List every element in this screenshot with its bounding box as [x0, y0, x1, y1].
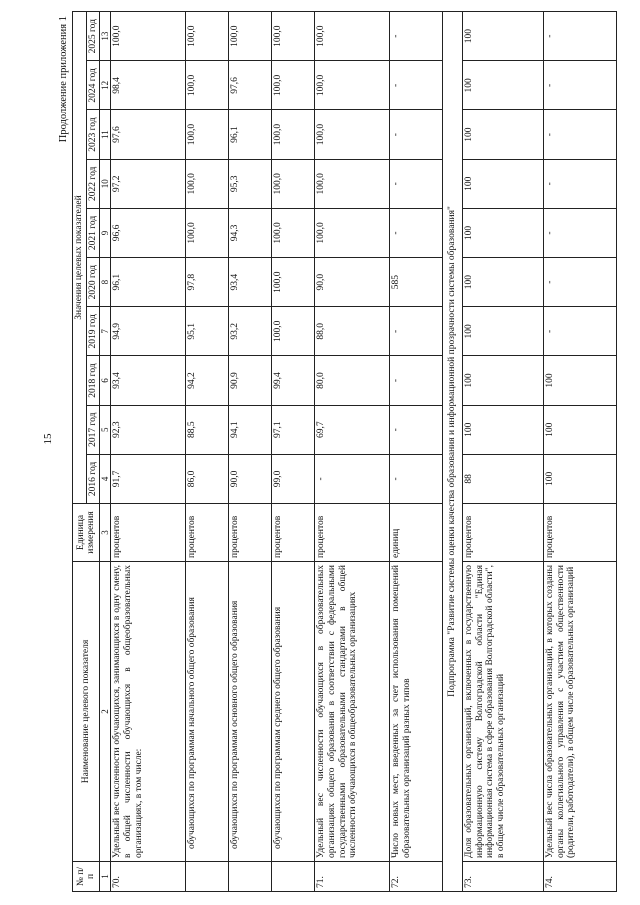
- value-cell: 90,0: [315, 258, 390, 307]
- value-cell: 100,0: [272, 307, 315, 356]
- header-year: 2022 год: [86, 159, 100, 208]
- value-cell: 585: [390, 258, 443, 307]
- unit: процентов: [315, 504, 390, 562]
- column-number: 3: [100, 504, 111, 562]
- column-number: 7: [100, 307, 111, 356]
- value-cell: -: [543, 110, 616, 159]
- indicator-row: [390, 12, 443, 892]
- header-num: № п/п: [73, 862, 100, 892]
- value-cell: 100,0: [111, 12, 186, 61]
- value-cell: 100,0: [186, 12, 229, 61]
- header-year: 2016 год: [86, 454, 100, 503]
- indicator-row: [186, 12, 229, 892]
- column-number: 6: [100, 356, 111, 405]
- value-cell: 96,1: [111, 258, 186, 307]
- value-cell: 97,6: [111, 110, 186, 159]
- indicator-row: [315, 12, 390, 892]
- column-number: 1: [100, 862, 111, 892]
- subprogram-heading: Подпрограмма "Развитие системы оценки качества образования и информационной прозрачности системы образования": [443, 12, 463, 892]
- indicator-name: Удельный вес числа образовательных организаций, в которых созданы органы коллегиального управления с участием общественности (родители, работодатели), в общем числе образовательных организаций: [543, 562, 616, 862]
- value-cell: -: [390, 12, 443, 61]
- value-cell: -: [543, 258, 616, 307]
- value-cell: -: [390, 110, 443, 159]
- value-cell: 100,0: [272, 12, 315, 61]
- value-cell: -: [390, 61, 443, 110]
- indicator-row: [462, 12, 543, 892]
- header-year: 2018 год: [86, 356, 100, 405]
- page-number: 15: [42, 433, 54, 445]
- indicator-name: обучающихся по программам основного общего образования: [229, 562, 272, 862]
- value-cell: 91,7: [111, 454, 186, 503]
- column-number: 4: [100, 454, 111, 503]
- indicator-name: Удельный вес численности обучающихся в образовательных организациях общего образования в соответствии с федеральными государственными образовательными стандартами в общей численности обучающихся в общеобразовательных организациях: [315, 562, 390, 862]
- value-cell: 100: [543, 356, 616, 405]
- value-cell: 88,5: [186, 405, 229, 454]
- value-cell: -: [390, 307, 443, 356]
- value-cell: 100: [462, 12, 543, 61]
- value-cell: -: [390, 356, 443, 405]
- unit: единиц: [390, 504, 443, 562]
- header-year: 2020 год: [86, 258, 100, 307]
- value-cell: 93,2: [229, 307, 272, 356]
- value-cell: 100,0: [315, 61, 390, 110]
- value-cell: 99,4: [272, 356, 315, 405]
- value-cell: 88: [462, 454, 543, 503]
- value-cell: 100: [462, 258, 543, 307]
- column-number: 5: [100, 405, 111, 454]
- row-number: [186, 862, 229, 892]
- value-cell: 100: [543, 405, 616, 454]
- row-number: [229, 862, 272, 892]
- value-cell: -: [543, 208, 616, 257]
- header-year: 2017 год: [86, 405, 100, 454]
- value-cell: 88,0: [315, 307, 390, 356]
- row-number: 72.: [390, 862, 443, 892]
- indicator-name: обучающихся по программам начального общего образования: [186, 562, 229, 862]
- header-unit: Единица измерения: [73, 504, 100, 562]
- value-cell: 93,4: [229, 258, 272, 307]
- indicators-table: [72, 11, 617, 892]
- value-cell: -: [315, 454, 390, 503]
- subprogram-row: [443, 12, 463, 892]
- value-cell: 100,0: [315, 208, 390, 257]
- value-cell: -: [543, 159, 616, 208]
- value-cell: 93,4: [111, 356, 186, 405]
- unit: процентов: [111, 504, 186, 562]
- value-cell: 94,2: [186, 356, 229, 405]
- value-cell: 94,9: [111, 307, 186, 356]
- value-cell: 98,4: [111, 61, 186, 110]
- unit: процентов: [462, 504, 543, 562]
- value-cell: 92,3: [111, 405, 186, 454]
- value-cell: 100,0: [315, 110, 390, 159]
- value-cell: 100,0: [272, 208, 315, 257]
- value-cell: 100,0: [315, 159, 390, 208]
- row-number: [272, 862, 315, 892]
- value-cell: 100: [462, 307, 543, 356]
- value-cell: 97,1: [272, 405, 315, 454]
- row-number: 71.: [315, 862, 390, 892]
- indicator-row: [272, 12, 315, 892]
- indicator-row: [229, 12, 272, 892]
- column-number: 10: [100, 159, 111, 208]
- value-cell: 100,0: [229, 12, 272, 61]
- value-cell: -: [390, 159, 443, 208]
- value-cell: 96,6: [111, 208, 186, 257]
- unit: процентов: [186, 504, 229, 562]
- value-cell: 80,0: [315, 356, 390, 405]
- value-cell: 100,0: [272, 110, 315, 159]
- value-cell: 100: [462, 159, 543, 208]
- value-cell: 100: [462, 61, 543, 110]
- value-cell: 100,0: [272, 159, 315, 208]
- value-cell: 97,2: [111, 159, 186, 208]
- value-cell: 100,0: [186, 208, 229, 257]
- value-cell: 96,1: [229, 110, 272, 159]
- value-cell: 95,1: [186, 307, 229, 356]
- indicator-name: Число новых мест, введенных за счет использования помещений образовательных организаций разных типов: [390, 562, 443, 862]
- value-cell: -: [543, 61, 616, 110]
- header-year: 2021 год: [86, 208, 100, 257]
- row-number: 70.: [111, 862, 186, 892]
- value-cell: 100: [462, 110, 543, 159]
- row-number: 74.: [543, 862, 616, 892]
- value-cell: 95,3: [229, 159, 272, 208]
- column-number: 13: [100, 12, 111, 61]
- value-cell: 94,1: [229, 405, 272, 454]
- indicator-row: [111, 12, 186, 892]
- rotated-page: [58, 12, 618, 892]
- unit: процентов: [272, 504, 315, 562]
- value-cell: -: [390, 454, 443, 503]
- value-cell: 100: [462, 405, 543, 454]
- header-year: 2025 год: [86, 12, 100, 61]
- column-number: 11: [100, 110, 111, 159]
- unit: процентов: [543, 504, 616, 562]
- value-cell: 69,7: [315, 405, 390, 454]
- header-year: 2019 год: [86, 307, 100, 356]
- header-values-group: Значения целевых показателей: [73, 12, 87, 504]
- value-cell: 100,0: [272, 258, 315, 307]
- column-number: 8: [100, 258, 111, 307]
- value-cell: 99,0: [272, 454, 315, 503]
- header-name: Наименование целевого показателя: [73, 562, 100, 862]
- value-cell: 100: [543, 454, 616, 503]
- column-number: 12: [100, 61, 111, 110]
- row-number: 73.: [462, 862, 543, 892]
- value-cell: 100,0: [272, 61, 315, 110]
- indicator-row: [543, 12, 616, 892]
- value-cell: 86,0: [186, 454, 229, 503]
- value-cell: 97,8: [186, 258, 229, 307]
- value-cell: 100,0: [315, 12, 390, 61]
- value-cell: -: [390, 208, 443, 257]
- value-cell: -: [543, 307, 616, 356]
- value-cell: -: [543, 12, 616, 61]
- value-cell: 100,0: [186, 110, 229, 159]
- indicator-name: Удельный вес численности обучающихся, занимающихся в одну смену, в общей численности обучающихся в общеобразовательных организациях, в том числе:: [111, 562, 186, 862]
- indicator-name: обучающихся по программам среднего общего образования: [272, 562, 315, 862]
- value-cell: 94,3: [229, 208, 272, 257]
- value-cell: 90,9: [229, 356, 272, 405]
- value-cell: 97,6: [229, 61, 272, 110]
- value-cell: 90,0: [229, 454, 272, 503]
- value-cell: 100: [462, 208, 543, 257]
- value-cell: 100,0: [186, 61, 229, 110]
- unit: процентов: [229, 504, 272, 562]
- column-number: 2: [100, 562, 111, 862]
- column-number: 9: [100, 208, 111, 257]
- header-year: 2023 год: [86, 110, 100, 159]
- value-cell: 100: [462, 356, 543, 405]
- appendix-caption: Продолжение приложения 1: [58, 16, 69, 143]
- value-cell: -: [390, 405, 443, 454]
- indicator-name: Доля образовательных организаций, включенных в государственную информационную систему Волгоградской области "Единая информационная система в сфере образования Волгоградской области", в общем числе образовательных организаций: [462, 562, 543, 862]
- value-cell: 100,0: [186, 159, 229, 208]
- header-year: 2024 год: [86, 61, 100, 110]
